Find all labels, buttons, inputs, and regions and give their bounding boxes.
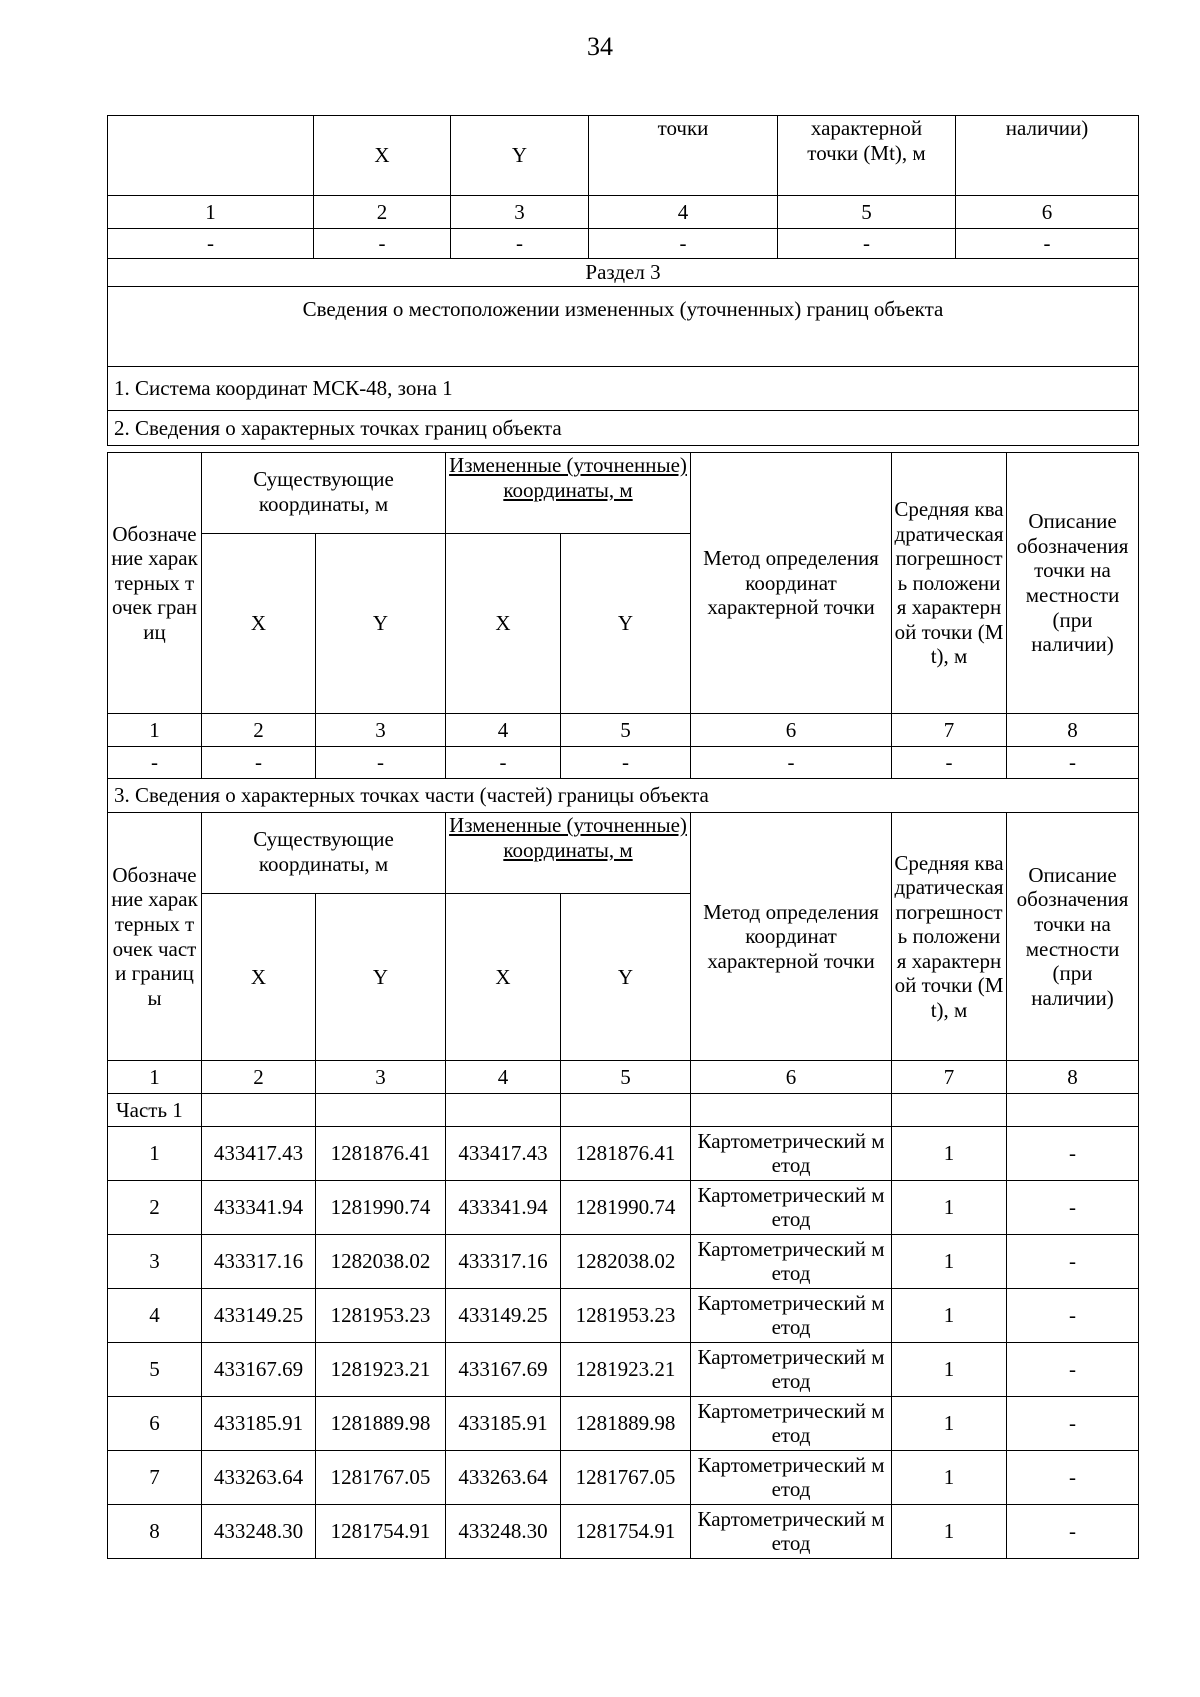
- col-number: 3: [316, 714, 446, 747]
- col-number: 6: [956, 196, 1139, 229]
- error-value: 1: [892, 1451, 1007, 1505]
- empty-cell: -: [446, 747, 561, 779]
- point-number: 3: [108, 1235, 202, 1289]
- h-designation: Обозначение характерных точек части границы: [108, 813, 202, 1061]
- existing-y: 1282038.02: [316, 1235, 446, 1289]
- col-number: 6: [691, 714, 892, 747]
- col-number: 2: [314, 196, 451, 229]
- empty-cell: -: [956, 229, 1139, 259]
- col-number: 3: [316, 1061, 446, 1094]
- top-header-cell: Y: [451, 116, 589, 196]
- point-number: 5: [108, 1343, 202, 1397]
- part-boundary-points-table: [107, 812, 1139, 1559]
- method: Картометрический метод: [691, 1235, 892, 1289]
- col-number: 5: [561, 714, 691, 747]
- existing-x: 433417.43: [202, 1127, 316, 1181]
- point-number: 2: [108, 1181, 202, 1235]
- point-number: 7: [108, 1451, 202, 1505]
- col-number: 4: [446, 1061, 561, 1094]
- col-number: 2: [202, 1061, 316, 1094]
- h-designation: Обозначение характерных точек границ: [108, 453, 202, 714]
- h-y: Y: [316, 894, 446, 1061]
- coordinate-system: 1. Система координат МСК-48, зона 1: [108, 367, 1139, 411]
- error-value: 1: [892, 1127, 1007, 1181]
- empty-cell: -: [691, 747, 892, 779]
- empty-cell: -: [108, 229, 314, 259]
- h-description: Описание обозначения точки на местности (при наличии): [1007, 813, 1139, 1061]
- error-value: 1: [892, 1289, 1007, 1343]
- table-row: [108, 1451, 1139, 1505]
- col-number: 7: [892, 714, 1007, 747]
- empty-cell: -: [1007, 747, 1139, 779]
- changed-x: 433263.64: [446, 1451, 561, 1505]
- boundary-points-table: [107, 452, 1139, 813]
- empty-cell: -: [316, 747, 446, 779]
- table-row: [108, 1181, 1139, 1235]
- changed-y: 1281767.05: [561, 1451, 691, 1505]
- top-table: [107, 115, 1139, 446]
- top-empty-row: [108, 229, 1139, 259]
- point-number: 6: [108, 1397, 202, 1451]
- empty-cell: -: [892, 747, 1007, 779]
- method: Картометрический метод: [691, 1343, 892, 1397]
- error-value: 1: [892, 1343, 1007, 1397]
- h-method: Метод определения координат характерной точки: [691, 453, 892, 714]
- top-colnum-row: [108, 196, 1139, 229]
- col-number: 5: [561, 1061, 691, 1094]
- top-header-cell: [108, 116, 314, 196]
- method: Картометрический метод: [691, 1181, 892, 1235]
- col-number: 4: [589, 196, 778, 229]
- description: -: [1007, 1289, 1139, 1343]
- t2-colnum-row: [108, 714, 1139, 747]
- existing-x: 433248.30: [202, 1505, 316, 1559]
- empty-cell: -: [589, 229, 778, 259]
- existing-x: 433263.64: [202, 1451, 316, 1505]
- empty-cell: -: [108, 747, 202, 779]
- t2-empty-row: [108, 747, 1139, 779]
- changed-y: 1281876.41: [561, 1127, 691, 1181]
- empty-cell: -: [202, 747, 316, 779]
- existing-x: 433341.94: [202, 1181, 316, 1235]
- changed-y: 1281990.74: [561, 1181, 691, 1235]
- point-number: 8: [108, 1505, 202, 1559]
- col-number: 3: [451, 196, 589, 229]
- point-number: 4: [108, 1289, 202, 1343]
- top-header-cell: характерной точки (Mt), м: [778, 116, 956, 196]
- table-row: [108, 1343, 1139, 1397]
- existing-y: 1281990.74: [316, 1181, 446, 1235]
- h-error: Средняя квадратическая погрешность положения характерной точки (Mt), м: [892, 453, 1007, 714]
- section-subtitle: Сведения о местоположении измененных (уточненных) границ объекта: [108, 287, 1139, 367]
- existing-x: 433317.16: [202, 1235, 316, 1289]
- changed-x: 433185.91: [446, 1397, 561, 1451]
- error-value: 1: [892, 1397, 1007, 1451]
- existing-x: 433185.91: [202, 1397, 316, 1451]
- h-x: X: [202, 894, 316, 1061]
- h-changed-coords: Измененные (уточненные) координаты, м: [446, 453, 691, 534]
- col-number: 8: [1007, 1061, 1139, 1094]
- changed-x: 433317.16: [446, 1235, 561, 1289]
- existing-y: 1281923.21: [316, 1343, 446, 1397]
- description: -: [1007, 1505, 1139, 1559]
- col-number: 8: [1007, 714, 1139, 747]
- existing-y: 1281754.91: [316, 1505, 446, 1559]
- method: Картометрический метод: [691, 1127, 892, 1181]
- description: -: [1007, 1181, 1139, 1235]
- description: -: [1007, 1235, 1139, 1289]
- changed-y: 1281889.98: [561, 1397, 691, 1451]
- h-x: X: [446, 534, 561, 714]
- h-y: Y: [316, 534, 446, 714]
- empty-cell: -: [451, 229, 589, 259]
- empty-cell: -: [778, 229, 956, 259]
- h-description: Описание обозначения точки на местности (при наличии): [1007, 453, 1139, 714]
- error-value: 1: [892, 1181, 1007, 1235]
- col-number: 5: [778, 196, 956, 229]
- description: -: [1007, 1127, 1139, 1181]
- method: Картометрический метод: [691, 1397, 892, 1451]
- changed-x: 433167.69: [446, 1343, 561, 1397]
- t3-colnum-row: [108, 1061, 1139, 1094]
- col-number: 4: [446, 714, 561, 747]
- existing-y: 1281889.98: [316, 1397, 446, 1451]
- table-row: [108, 1289, 1139, 1343]
- table-row: [108, 1127, 1139, 1181]
- h-error: Средняя квадратическая погрешность положения характерной точки (Mt), м: [892, 813, 1007, 1061]
- col-number: 7: [892, 1061, 1007, 1094]
- changed-y: 1281923.21: [561, 1343, 691, 1397]
- top-header-cell: точки: [589, 116, 778, 196]
- h-y: Y: [561, 534, 691, 714]
- existing-y: 1281876.41: [316, 1127, 446, 1181]
- description: -: [1007, 1451, 1139, 1505]
- section-title: Раздел 3: [108, 259, 1139, 287]
- h-existing-coords: Существующие координаты, м: [202, 813, 446, 894]
- top-header-cell: наличии): [956, 116, 1139, 196]
- top-header-cell: X: [314, 116, 451, 196]
- empty-cell: -: [314, 229, 451, 259]
- method: Картометрический метод: [691, 1289, 892, 1343]
- col-number: 6: [691, 1061, 892, 1094]
- existing-y: 1281767.05: [316, 1451, 446, 1505]
- table2-title: 2. Сведения о характерных точках границ объекта: [108, 411, 1139, 446]
- h-y: Y: [561, 894, 691, 1061]
- changed-x: 433248.30: [446, 1505, 561, 1559]
- changed-y: 1281754.91: [561, 1505, 691, 1559]
- empty-cell: -: [561, 747, 691, 779]
- col-number: 1: [108, 1061, 202, 1094]
- part-label: Часть 1: [108, 1094, 202, 1127]
- table-row: [108, 1505, 1139, 1559]
- description: -: [1007, 1397, 1139, 1451]
- error-value: 1: [892, 1505, 1007, 1559]
- method: Картометрический метод: [691, 1451, 892, 1505]
- col-number: 1: [108, 196, 314, 229]
- table-row: [108, 1235, 1139, 1289]
- point-number: 1: [108, 1127, 202, 1181]
- h-changed-coords: Измененные (уточненные) координаты, м: [446, 813, 691, 894]
- h-existing-coords: Существующие координаты, м: [202, 453, 446, 534]
- changed-x: 433417.43: [446, 1127, 561, 1181]
- col-number: 2: [202, 714, 316, 747]
- col-number: 1: [108, 714, 202, 747]
- h-x: X: [202, 534, 316, 714]
- table3-title: 3. Сведения о характерных точках части (частей) границы объекта: [108, 779, 1139, 813]
- h-x: X: [446, 894, 561, 1061]
- changed-x: 433341.94: [446, 1181, 561, 1235]
- error-value: 1: [892, 1235, 1007, 1289]
- page-number: 34: [587, 32, 613, 61]
- existing-x: 433149.25: [202, 1289, 316, 1343]
- h-method: Метод определения координат характерной точки: [691, 813, 892, 1061]
- changed-x: 433149.25: [446, 1289, 561, 1343]
- changed-y: 1282038.02: [561, 1235, 691, 1289]
- top-header-row: [108, 116, 1139, 196]
- existing-y: 1281953.23: [316, 1289, 446, 1343]
- method: Картометрический метод: [691, 1505, 892, 1559]
- changed-y: 1281953.23: [561, 1289, 691, 1343]
- table-row: [108, 1397, 1139, 1451]
- existing-x: 433167.69: [202, 1343, 316, 1397]
- description: -: [1007, 1343, 1139, 1397]
- table3-body: [108, 1127, 1139, 1559]
